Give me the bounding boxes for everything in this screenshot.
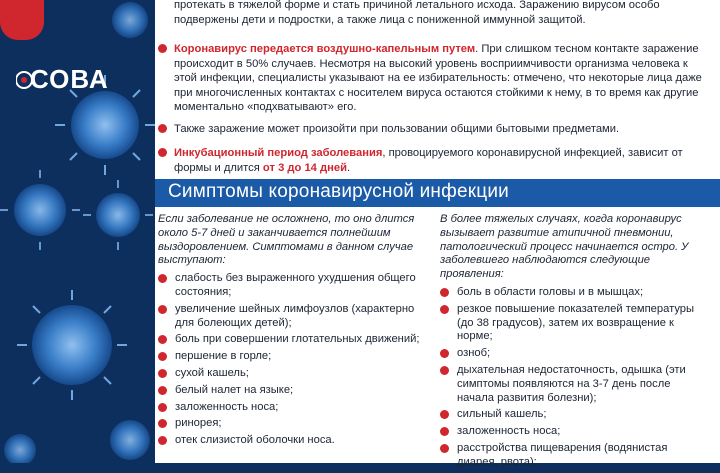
list-item: [440, 425, 708, 439]
list-item-text: резкое повышение показателей температуры (до 38 градусов), затем их возвращение к норме;: [457, 302, 695, 343]
list-item: [440, 347, 708, 361]
list-item-text: сухой кашель;: [175, 366, 249, 379]
list-item: [440, 442, 708, 470]
paragraph-household: [158, 122, 706, 137]
list-item-text: першение в горле;: [175, 350, 272, 363]
highlight-duration: от 3 до 14 дней: [262, 161, 347, 174]
list-item: [158, 272, 426, 300]
list-item: [440, 286, 708, 300]
list-item-text: расстройства пищеварения (водянистая диарея, рвота);: [457, 441, 668, 468]
list-item: [158, 367, 426, 381]
mild-symptom-list: [158, 272, 426, 448]
bullet-icon: [158, 124, 167, 133]
list-item: [158, 401, 426, 415]
list-item: [158, 333, 426, 347]
list-item: [158, 417, 426, 431]
paragraph-text: [174, 42, 706, 115]
symptoms-title: Симптомы коронавирусной инфекции: [168, 181, 509, 202]
virus-icon: [17, 290, 127, 400]
body-text: . При слишком тесном контакте заражение происходит в 50% случаев. Несмотря на высокий уровень восприимчивости организма человека к этой инфекции, специалисты указывают на ее избирательность: отмечено, что некоторые лица даже при многочисленных контактах с носителем вируса остаются стойкими к нему, в то время как другие моментально «подхватывают» его.: [174, 43, 702, 114]
paragraph-transmission: [158, 42, 706, 115]
list-item: [440, 408, 708, 422]
severe-intro: В более тяжелых случаях, когда коронавирус вызывает развитие атипичной пневмонии, патологический процесс начинается остро. У заболевшего наблюдаются следующие проявления:: [440, 213, 689, 281]
bullet-icon: [158, 352, 167, 361]
list-item: [440, 364, 708, 405]
virus-icon: [110, 420, 150, 460]
bullet-icon: [158, 403, 167, 412]
bullet-icon: [440, 366, 449, 375]
list-item: [158, 303, 426, 331]
bullet-icon: [158, 335, 167, 344]
mild-intro: Если заболевание не осложнено, то оно длится около 5-7 дней и заканчивается полнейшим выздоровлением. Симптомами в данном случае выступают:: [158, 213, 415, 267]
bullet-icon: [158, 148, 167, 157]
bullet-icon: [440, 410, 449, 419]
list-item-text: боль при совершении глотательных движений;: [175, 333, 420, 346]
bullet-icon: [158, 419, 167, 428]
list-item-text: сильный кашель;: [457, 408, 547, 421]
list-item-text: дыхательная недостаточность, одышка (эти симптомы появляются на 3-7 день после начала развития болезни);: [457, 363, 686, 404]
severe-symptoms-column: [440, 213, 708, 473]
list-item-text: ринорея;: [175, 417, 222, 430]
highlight-text: Инкубационный период заболевания: [174, 147, 383, 159]
bullet-icon: [440, 288, 449, 297]
virus-icon: [112, 2, 148, 38]
bullet-icon: [158, 386, 167, 395]
paragraph-incubation: [158, 146, 706, 175]
highlight-text: Коронавирус передается воздушно-капельным путем: [174, 43, 476, 55]
list-item: [158, 384, 426, 398]
list-item-text: боль в области головы и в мышцах;: [457, 285, 644, 298]
severe-symptom-list: [440, 286, 708, 470]
bullet-icon: [440, 427, 449, 436]
list-item: [440, 303, 708, 344]
bullet-icon: [440, 349, 449, 358]
list-item-text: заложенность носа;: [457, 425, 561, 438]
bullet-icon: [158, 305, 167, 314]
end-text: .: [346, 161, 351, 174]
bullet-icon: [158, 274, 167, 283]
list-item-text: озноб;: [457, 347, 491, 360]
red-corner-shape: [0, 0, 44, 40]
list-item: [158, 434, 426, 448]
intro-paragraph: [158, 0, 706, 27]
list-item-text: отек слизистой оболочки носа.: [175, 434, 335, 447]
bullet-icon: [440, 444, 449, 453]
intro-text: протекать в тяжелой форме и стать причиной летального исхода. Заражению вирусом особо подвержены дети и подростки, а также лица с пониженной иммунной защитой.: [174, 0, 660, 26]
list-item-text: слабость без выраженного ухудшения общего состояния;: [175, 272, 416, 298]
bullet-icon: [158, 369, 167, 378]
list-item-text: увеличение шейных лимфоузлов (характерно для болеющих детей);: [175, 302, 415, 329]
paragraph-text: Также заражение может произойти при пользовании общими бытовыми предметами.: [174, 123, 620, 135]
bullet-icon: [158, 44, 167, 53]
list-item-text: белый налет на языке;: [175, 383, 294, 396]
body-text: , провоцируемого коронавирусной инфекцией, зависит от формы и длится: [174, 147, 683, 174]
list-item-text: заложенность носа;: [175, 400, 279, 413]
bullet-icon: [158, 436, 167, 445]
mild-symptoms-column: [158, 213, 426, 451]
bullet-icon: [440, 305, 449, 314]
logo-text: СОВА: [30, 64, 109, 94]
paragraph-text: [174, 146, 706, 175]
list-item: [158, 350, 426, 364]
